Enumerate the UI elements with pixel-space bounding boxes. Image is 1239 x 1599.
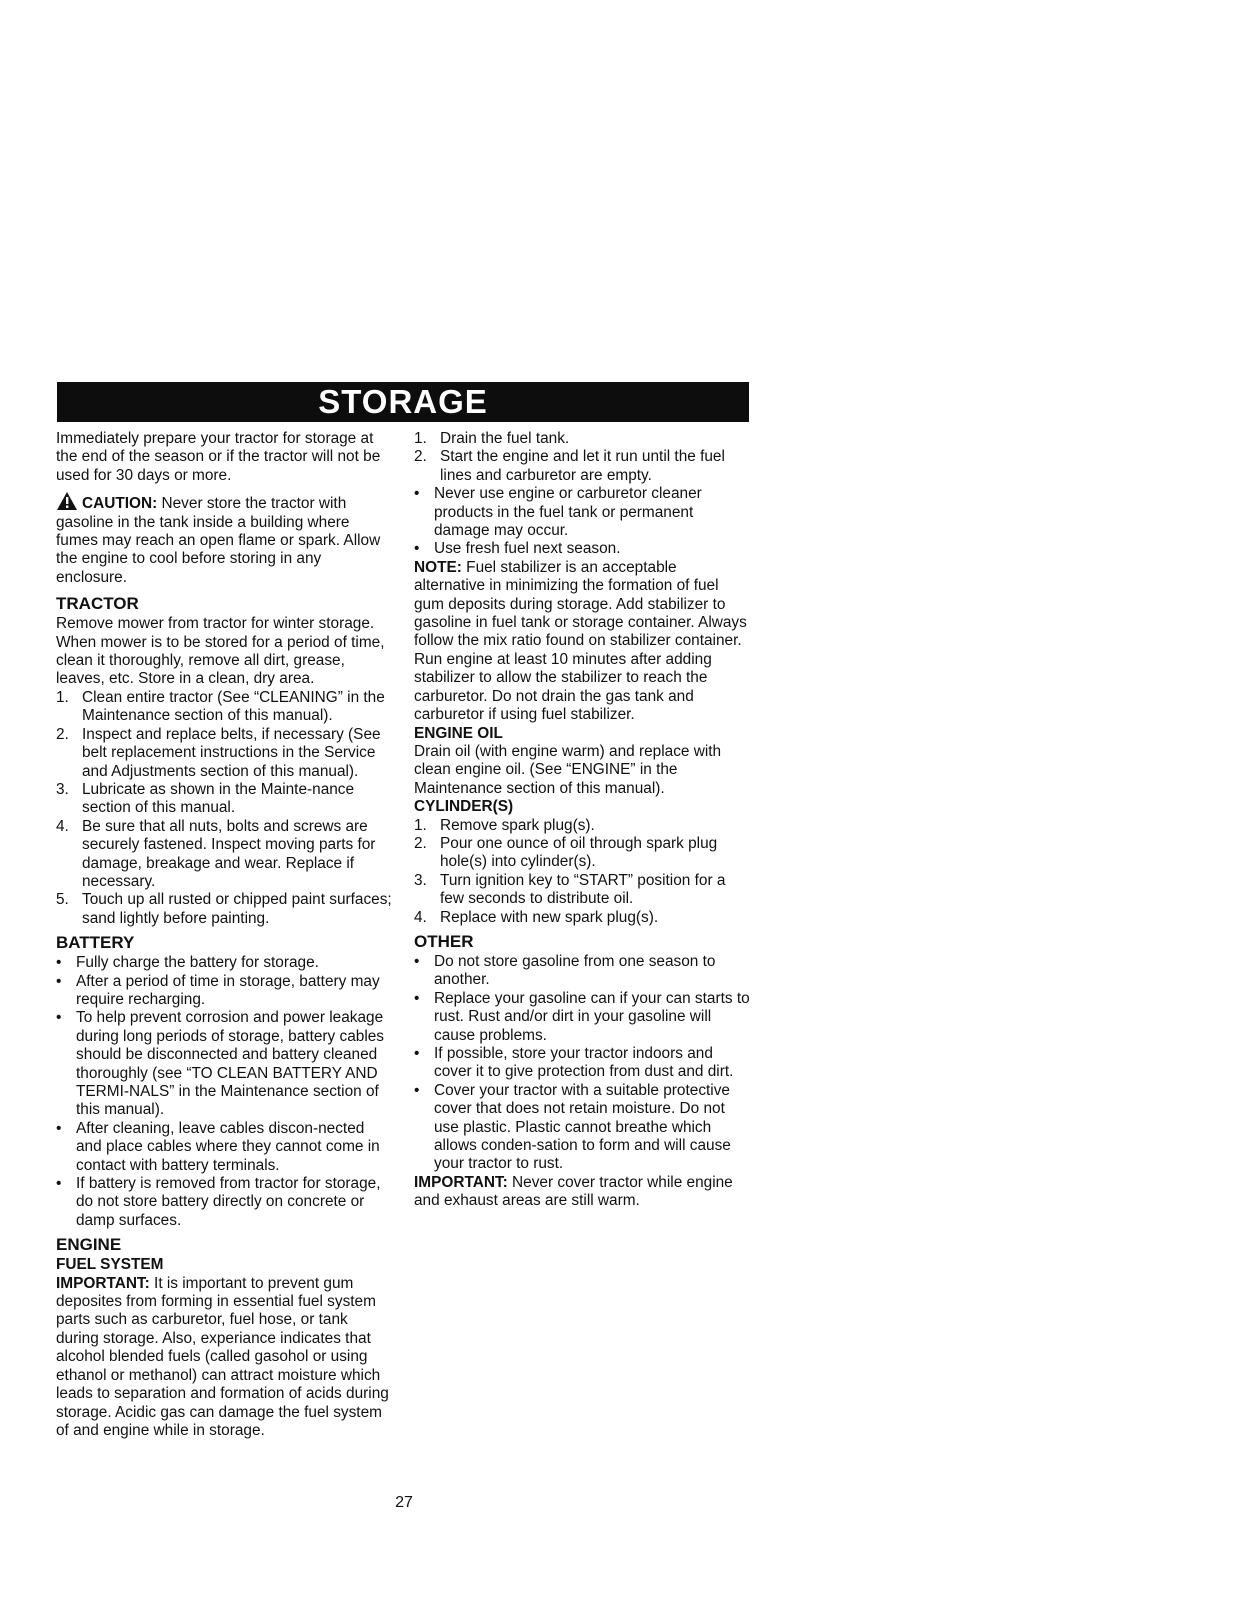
- engine-oil-heading: ENGINE OIL: [414, 724, 503, 742]
- cylinders-heading: CYLINDER(S): [414, 798, 514, 816]
- page-number: 27: [395, 1494, 413, 1511]
- left-column: [56, 430, 392, 1440]
- fuel-important-paragraph: IMPORTANT: It is important to prevent gum deposites from forming in essential fuel system parts such as carburetor, fuel hose, or tank during storage. Also, experiance indicates that alcohol blended fuels (called gasohol or using ethanol or methanol) can attract moisture which leads to separation and formation of acids during storage. Acidic gas can damage the fuel system of and engine while in storage.: [56, 1274, 389, 1439]
- tractor-steps: [56, 689, 392, 928]
- engine-heading: ENGINE: [56, 1235, 122, 1255]
- list-item: 1. Remove spark plug(s).: [414, 816, 595, 834]
- list-item: • Do not store gasoline from one season to another.: [414, 952, 716, 989]
- right-column-content: [414, 430, 750, 1211]
- tractor-intro: Remove mower from tractor for winter storage. When mower is to be stored for a period of time, clean it thoroughly, remove all dirt, grease, leaves, etc. Store in a clean, dry area.: [56, 615, 385, 688]
- engine-oil-text: Drain oil (with engine warm) and replace with clean engine oil. (See “ENGINE” in the Maintenance section of this manual).: [414, 742, 722, 797]
- list-item: 2. Inspect and replace belts, if necessary (See belt replacement instructions in the Service and Adjustments section of this manual).: [56, 725, 381, 780]
- list-item: • After a period of time in storage, battery may require recharging.: [56, 972, 380, 1008]
- caution-text: Never store the tractor with gasoline in the tank inside a building where fumes may reach an open flame or spark. Allow the engine to cool before storing in any enclosure.: [56, 495, 381, 586]
- list-item: • Never use engine or carburetor cleaner products in the fuel tank or permanent damage may occur.: [414, 485, 702, 540]
- warning-triangle-icon: [56, 491, 78, 511]
- other-heading: OTHER: [414, 931, 474, 951]
- page-title: STORAGE: [57, 382, 749, 422]
- battery-bullets: [56, 954, 392, 1230]
- other-bullets: [414, 953, 750, 1174]
- cylinder-steps: [414, 817, 750, 927]
- list-item: • After cleaning, leave cables discon-nected and place cables where they cannot come in contact with battery terminals.: [56, 1119, 380, 1174]
- list-item: • If possible, store your tractor indoors and cover it to give protection from dust and dirt.: [414, 1045, 734, 1081]
- caution-label: CAUTION:: [82, 495, 158, 513]
- fuel-system-heading: FUEL SYSTEM: [56, 1256, 164, 1274]
- list-item: 3. Turn ignition key to “START” position for a few seconds to distribute oil.: [414, 871, 726, 908]
- other-important-paragraph: IMPORTANT: Never cover tractor while engine and exhaust areas are still warm.: [414, 1173, 733, 1210]
- list-item: • Use fresh fuel next season.: [414, 540, 621, 558]
- list-item: 4. Replace with new spark plug(s).: [414, 908, 659, 926]
- fuel-bullets: [414, 485, 750, 559]
- list-item: 2. Pour one ounce of oil through spark plug hole(s) into cylinder(s).: [414, 834, 718, 871]
- list-item: 5. Touch up all rusted or chipped paint surfaces; sand lightly before painting.: [56, 891, 392, 927]
- list-item: • Cover your tractor with a suitable protective cover that does not retain moisture. Do not use plastic. Plastic cannot breathe which allows conden-sation to form and will cause your tractor to rust.: [414, 1081, 731, 1173]
- caution-paragraph: [56, 491, 392, 587]
- list-item: 2. Start the engine and let it run until the fuel lines and carburetor are empty.: [414, 448, 725, 484]
- list-item: • To help prevent corrosion and power leakage during long periods of storage, battery cables should be disconnected and battery cleaned thoroughly (see “TO CLEAN BATTERY AND TERMI-NALS” in the Maintenance section of this manual).: [56, 1009, 385, 1119]
- list-item: • If battery is removed from tractor for storage, do not store battery directly on concrete or damp surfaces.: [56, 1175, 381, 1229]
- list-item: • Replace your gasoline can if your can starts to rust. Rust and/or dirt in your gasoline will cause problems.: [414, 989, 750, 1044]
- note-paragraph: NOTE: Fuel stabilizer is an acceptable alternative in minimizing the formation of fuel gum deposits during storage. Add stabilizer to gasoline in fuel tank or storage container. Always follow the mix ratio found on stabilizer container. Run engine at least 10 minutes after adding stabilizer to allow the stabilizer to reach the carburetor. Do not drain the gas tank and carburetor if using fuel stabilizer.: [414, 558, 747, 724]
- battery-heading: BATTERY: [56, 933, 135, 953]
- list-item: 1. Clean entire tractor (See “CLEANING” in the Maintenance section of this manual).: [56, 688, 385, 725]
- list-item: • Fully charge the battery for storage.: [56, 954, 319, 972]
- tractor-heading: TRACTOR: [56, 594, 139, 614]
- intro-paragraph: Immediately prepare your tractor for storage at the end of the season or if the tractor will not be used for 30 days or more.: [56, 430, 381, 484]
- fuel-steps: [414, 430, 750, 485]
- list-item: 4. Be sure that all nuts, bolts and screws are securely fastened. Inspect moving parts for damage, breakage and wear. Replace if necessary.: [56, 817, 376, 890]
- list-item: 1. Drain the fuel tank.: [414, 430, 570, 447]
- list-item: 3. Lubricate as shown in the Mainte-nance section of this manual.: [56, 780, 355, 817]
